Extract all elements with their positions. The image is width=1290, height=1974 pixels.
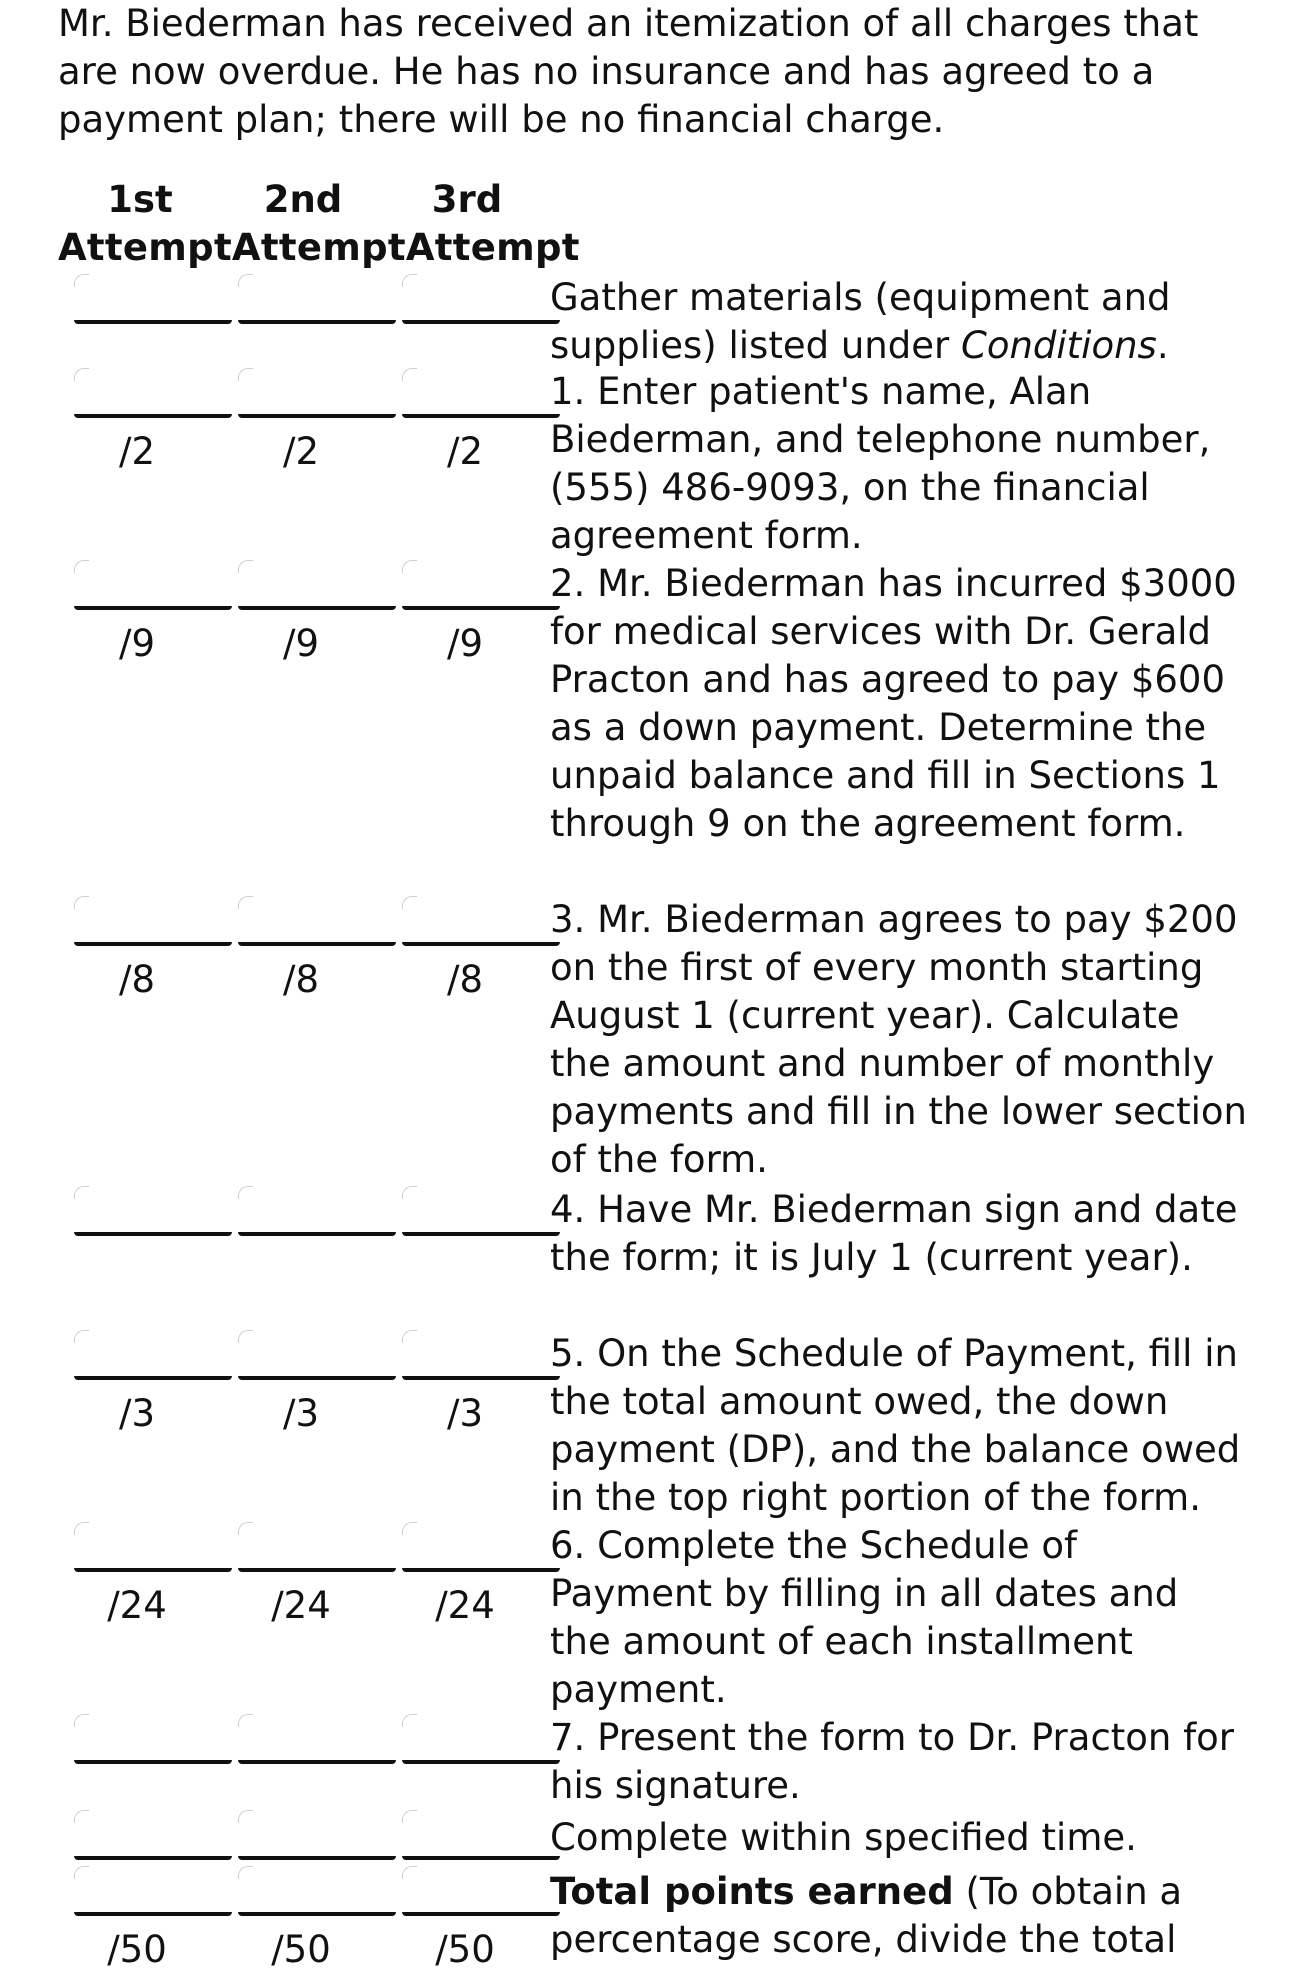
blank-attempt-2[interactable] — [238, 942, 396, 946]
blank-attempt-1[interactable] — [74, 1232, 232, 1236]
blank-attempt-3[interactable] — [402, 1912, 560, 1916]
score-attempt-2: /24 — [271, 1584, 331, 1627]
blank-attempt-2[interactable] — [238, 1856, 396, 1860]
task-step-3: 3. Mr. Biederman agrees to pay $200 on the first of every month starting August 1 (current year). Calculate the amount and number of monthly payments and fill in the lower section of the form. — [550, 898, 1248, 1181]
score-attempt-2: /2 — [282, 430, 319, 473]
task-step-7: 7. Present the form to Dr. Practon for his signature. — [550, 1716, 1235, 1807]
score-attempt-3: /3 — [446, 1392, 483, 1435]
blank-attempt-2[interactable] — [238, 320, 396, 324]
blank-attempt-2[interactable] — [238, 1912, 396, 1916]
blank-attempt-1[interactable] — [74, 1856, 232, 1860]
header-1st: 1st — [107, 178, 173, 221]
blank-attempt-2[interactable] — [238, 1568, 396, 1572]
blank-attempt-1[interactable] — [74, 942, 232, 946]
blank-attempt-1[interactable] — [74, 1912, 232, 1916]
task-step-5: 5. On the Schedule of Payment, fill in the total amount owed, the down payment (DP), and the balance owed in the top right portion of the form. — [550, 1332, 1241, 1519]
score-attempt-2: /3 — [282, 1392, 319, 1435]
task-step-2: 2. Mr. Biederman has incurred $3000 for medical services with Dr. Gerald Practon and has agreed to pay $600 as a down payment. Determine the unpaid balance and fill in Sections 1 through 9 on the agreement form. — [550, 562, 1237, 845]
blank-attempt-2[interactable] — [238, 414, 396, 418]
blank-attempt-3[interactable] — [402, 1376, 560, 1380]
score-attempt-3: /24 — [435, 1584, 495, 1627]
score-attempt-1: /3 — [118, 1392, 155, 1435]
score-attempt-2: /9 — [282, 622, 319, 665]
blank-attempt-1[interactable] — [74, 1568, 232, 1572]
score-attempt-1: /8 — [118, 958, 155, 1001]
blank-attempt-3[interactable] — [402, 942, 560, 946]
score-attempt-3: /9 — [446, 622, 483, 665]
score-attempt-1: /9 — [118, 622, 155, 665]
blank-attempt-3[interactable] — [402, 414, 560, 418]
score-attempt-2: /50 — [271, 1928, 331, 1971]
blank-attempt-3[interactable] — [402, 1568, 560, 1572]
blank-attempt-3[interactable] — [402, 1856, 560, 1860]
blank-attempt-2[interactable] — [238, 1760, 396, 1764]
task-gather-materials: Gather materials (equipment and supplies) listed under Conditions. — [550, 276, 1171, 367]
blank-attempt-1[interactable] — [74, 1376, 232, 1380]
blank-attempt-2[interactable] — [238, 606, 396, 610]
blank-attempt-2[interactable] — [238, 1232, 396, 1236]
score-attempt-3: /50 — [435, 1928, 495, 1971]
score-attempt-1: /24 — [107, 1584, 167, 1627]
header-attempt-row: AttemptAttemptAttempt — [58, 226, 580, 269]
intro-paragraph: Mr. Biederman has received an itemization of all charges that are now overdue. He has no insurance and has agreed to a payment plan; there will be no financial charge. — [58, 2, 1199, 141]
header-2nd: 2nd — [263, 178, 343, 221]
score-attempt-1: /50 — [107, 1928, 167, 1971]
blank-attempt-1[interactable] — [74, 1760, 232, 1764]
task-step-6: 6. Complete the Schedule of Payment by filling in all dates and the amount of each installment payment. — [550, 1524, 1179, 1711]
score-attempt-3: /8 — [446, 958, 483, 1001]
blank-attempt-1[interactable] — [74, 606, 232, 610]
blank-attempt-3[interactable] — [402, 1760, 560, 1764]
blank-attempt-3[interactable] — [402, 1232, 560, 1236]
task-step-1: 1. Enter patient's name, Alan Biederman, and telephone number, (555) 486-9093, on the financial agreement form. — [550, 370, 1211, 557]
header-3rd: 3rd — [431, 178, 503, 221]
blank-attempt-3[interactable] — [402, 606, 560, 610]
task-total-points: Total points earned (To obtain a percentage score, divide the total — [550, 1870, 1183, 1961]
blank-attempt-1[interactable] — [74, 320, 232, 324]
blank-attempt-2[interactable] — [238, 1376, 396, 1380]
task-complete-time: Complete within specified time. — [550, 1816, 1137, 1859]
score-attempt-2: /8 — [282, 958, 319, 1001]
score-attempt-1: /2 — [118, 430, 155, 473]
task-step-4: 4. Have Mr. Biederman sign and date the form; it is July 1 (current year). — [550, 1188, 1238, 1279]
blank-attempt-3[interactable] — [402, 320, 560, 324]
score-attempt-3: /2 — [446, 430, 483, 473]
blank-attempt-1[interactable] — [74, 414, 232, 418]
